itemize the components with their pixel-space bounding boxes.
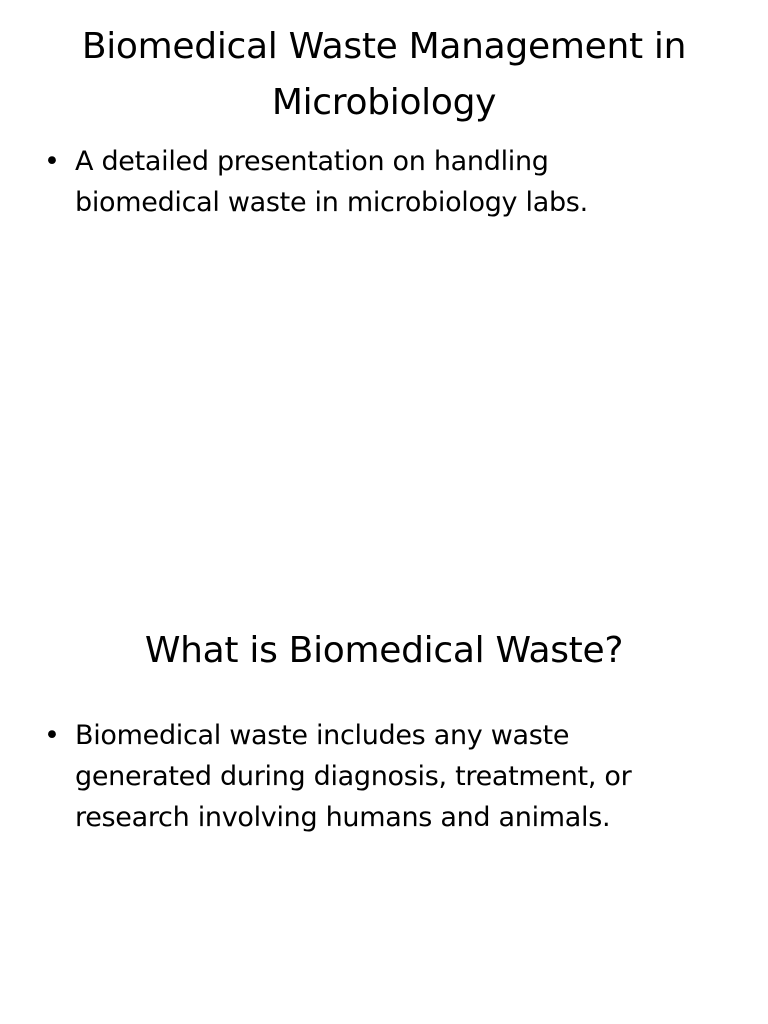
bullet-list <box>40 141 700 223</box>
bullet-item <box>40 141 700 223</box>
bullet-item <box>40 715 700 838</box>
slide-title: Biomedical Waste Management in Microbiology <box>81 26 687 123</box>
bullet-dot: • <box>44 146 60 177</box>
slide-title: What is Biomedical Waste? <box>144 630 624 671</box>
bullet-list <box>40 715 700 838</box>
bullet-text: Biomedical waste includes any waste generated during diagnosis, treatment, or research involving humans and animals. <box>75 720 632 833</box>
slide-2 <box>0 512 768 1024</box>
bullet-text: A detailed presentation on handling biomedical waste in microbiology labs. <box>75 146 588 218</box>
bullet-dot: • <box>44 720 60 751</box>
